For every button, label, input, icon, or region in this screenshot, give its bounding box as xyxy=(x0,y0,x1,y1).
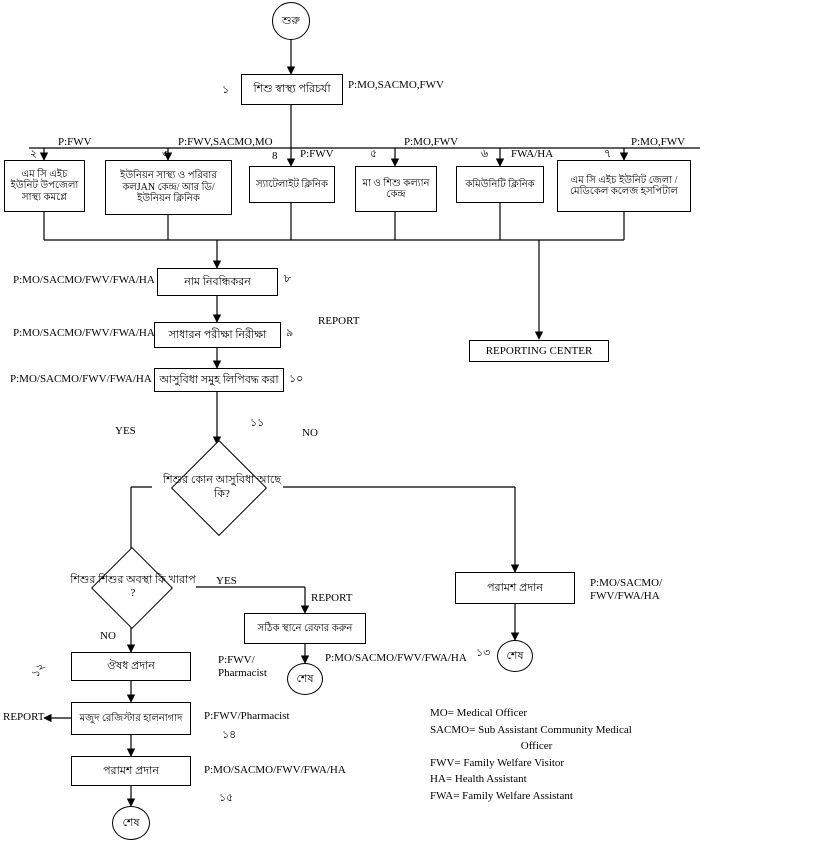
role-label-7: P:MO,FWV xyxy=(631,136,686,148)
node-update-stock-register: মজুদ রেজিস্টার হালনাগাদ xyxy=(71,702,191,735)
node-give-medicine: ঔষধ প্রদান xyxy=(71,652,191,681)
step-number-1: ১ xyxy=(222,84,230,96)
node-record-problems: আসুবিধা সমুহ লিপিবদ্ধ করা xyxy=(154,368,284,392)
node-advice-bottom: পরামশ প্রদান xyxy=(71,756,191,786)
step-number-9: ৮ xyxy=(284,273,292,285)
role-label-10: P:MO/SACMO/FWV/FWA/HA xyxy=(13,327,155,339)
role-label-stock: P:FWV/Pharmacist xyxy=(204,710,290,722)
edge-label-no-right: NO xyxy=(302,427,318,439)
legend-item-fwa: FWA= Family Welfare Assistant xyxy=(430,789,573,802)
node-end-refer: শেষ xyxy=(287,663,323,695)
edge-label-yes-condition: YES xyxy=(216,575,237,587)
step-number-10: ৯ xyxy=(286,327,294,339)
node-general-examination: সাধারন পরীক্ষা নিরীক্ষা xyxy=(154,322,281,348)
role-label-3: P:FWV,SACMO,MO xyxy=(178,136,273,148)
step-number-6: ৬ xyxy=(481,148,489,160)
role-label-pharmacist: P:FWV/ Pharmacist xyxy=(218,654,267,680)
role-label-2: P:FWV xyxy=(58,136,92,148)
step-number-14: ১৪ xyxy=(222,729,237,741)
edge-label-no-condition: NO xyxy=(100,630,116,642)
role-label-advice-bottom: P:MO/SACMO/FWV/FWA/HA xyxy=(204,764,346,776)
edge-label-report-stock: REPORT xyxy=(3,711,45,723)
step-number-5: ৫ xyxy=(370,148,378,160)
legend-item-fwv: FWV= Family Welfare Visitor xyxy=(430,756,565,769)
role-label-5: P:MO,FWV xyxy=(404,136,459,148)
role-label-6: FWA/HA xyxy=(511,148,554,160)
step-number-3: ৩ xyxy=(162,148,170,160)
step-number-15: ১৫ xyxy=(219,792,234,804)
node-mother-child-welfare-center: মা ও শিশু কল্যান কেন্দ্র xyxy=(355,166,437,212)
role-label-9: P:MO/SACMO/FWV/FWA/HA xyxy=(13,274,155,286)
node-mch-unit-district-medical-college-hospital: এম সি এইচ ইউনিট জেলা / মেডিকেল কলেজ হসপিটাল xyxy=(557,160,691,212)
role-label-advice-right: P:MO/SACMO/ FWV/FWA/HA xyxy=(590,577,663,603)
role-label-11: P:MO/SACMO/FWV/FWA/HA xyxy=(10,373,152,385)
decision-label: শিশুর কোন আসুবিধা আছে কি? xyxy=(163,474,281,500)
node-reporting-center: REPORTING CENTER xyxy=(469,340,609,362)
step-number-11: ১০ xyxy=(289,373,304,385)
edge-label-report-refer: REPORT xyxy=(311,592,353,604)
node-mch-unit-upazila: এম সি এইচ ইউনিট উপজেলা সাস্থ্য কমপ্লে xyxy=(4,160,85,212)
legend-item-sacmo: SACMO= Sub Assistant Community Medical xyxy=(430,723,632,736)
node-union-health-family-welfare-center: ইউনিয়ন সাস্থ্য ও পরিবার কলJAN কেন্দ্র/ আর ডি/ ইউনিয়ন ক্লিনিক xyxy=(105,160,232,215)
node-community-clinic: কমিউনিটি ক্লিনিক xyxy=(456,166,544,203)
decision-label-2: শিশুর শিশুর অবস্থা কি খারাপ ? xyxy=(70,573,196,599)
edge-label-yes-left: YES xyxy=(115,425,136,437)
legend-item-ha: HA= Health Assistant xyxy=(430,773,527,785)
role-label-8: P:FWV xyxy=(300,148,334,160)
step-number-decision: ১১ xyxy=(250,417,265,429)
step-number-2: ২ xyxy=(30,148,38,160)
node-refer-proper-place: সঠিক স্থানে রেফার করুন xyxy=(244,613,366,644)
node-name-registration: নাম নিবন্ধিকরন xyxy=(157,268,278,296)
decision-child-condition-bad xyxy=(66,548,196,626)
node-end-advice: শেষ xyxy=(497,640,533,672)
legend-item-mo: MO= Medical Officer xyxy=(430,707,528,719)
role-label-refer-end: P:MO/SACMO/FWV/FWA/HA xyxy=(325,652,467,664)
step-number-13: ১৩ xyxy=(476,647,491,659)
legend-item-sacmo-cont: Officer xyxy=(430,740,553,752)
node-satellite-clinic: স্যাটেলাইট ক্লিনিক xyxy=(249,166,335,203)
role-label-1: P:MO,SACMO,FWV xyxy=(348,79,444,91)
node-end-bottom: শেষ xyxy=(112,806,150,840)
step-number-7: ৭ xyxy=(604,148,612,160)
legend xyxy=(430,705,632,804)
step-number-8: 8 xyxy=(272,150,278,162)
edge-label-report-top: REPORT xyxy=(318,315,360,327)
node-advice-right: পরামশ প্রদান xyxy=(455,572,575,604)
node-child-health-care: শিশু স্বাস্থ্য পরিচর্যা xyxy=(241,74,343,105)
node-start: শুরু xyxy=(272,2,310,40)
step-number-12: ১২ xyxy=(29,660,48,680)
decision-child-has-problem xyxy=(152,441,284,534)
